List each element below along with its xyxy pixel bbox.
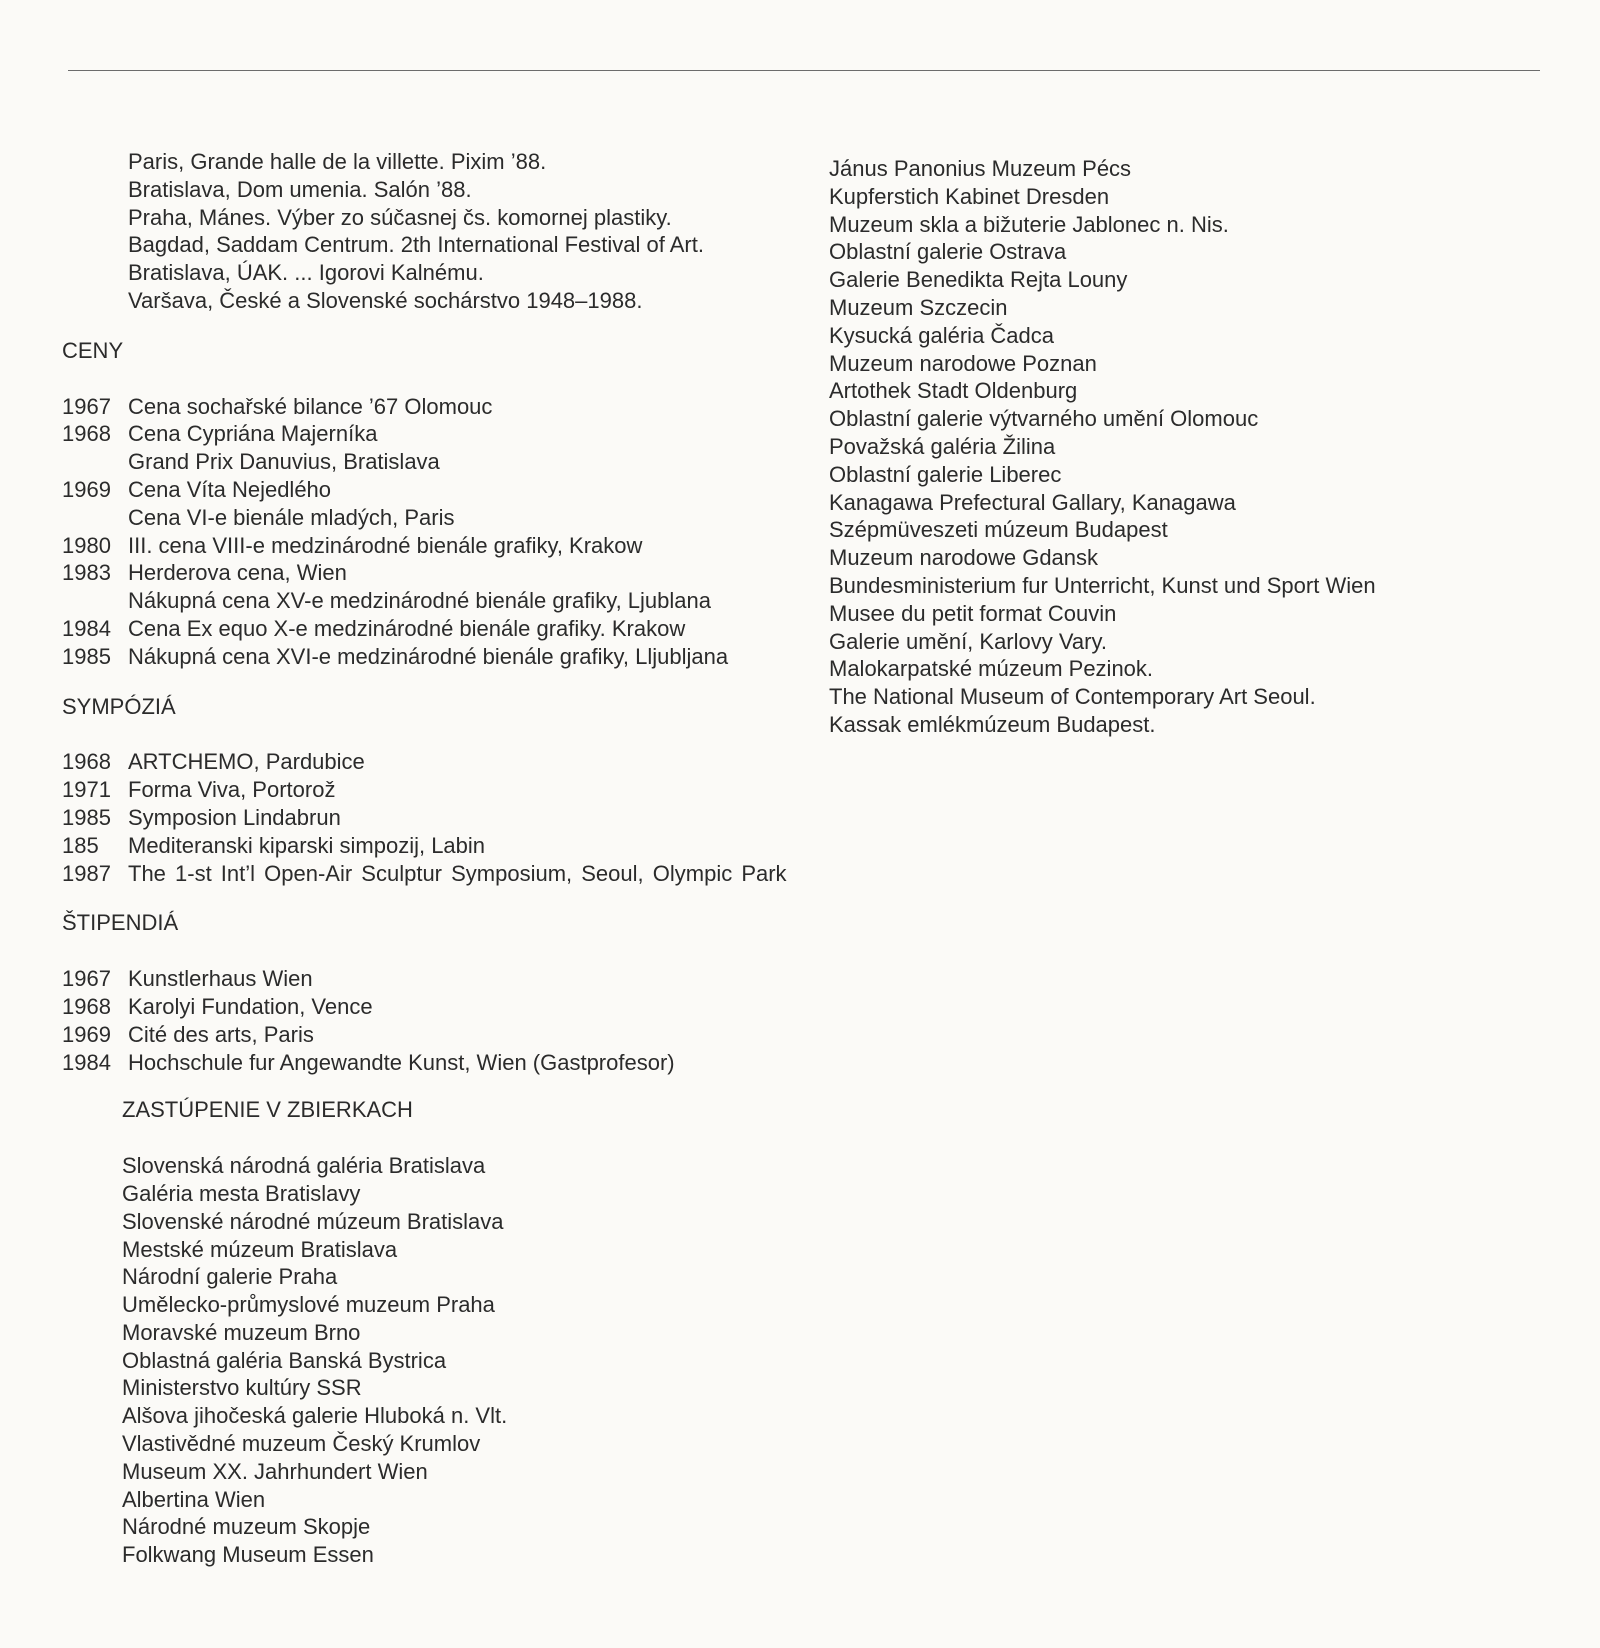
award-entry xyxy=(62,559,802,587)
scholarship-entry xyxy=(62,965,802,993)
collection-item: Kanagawa Prefectural Gallary, Kanagawa xyxy=(829,489,1236,515)
scholarship-year: 1968 xyxy=(62,993,111,1019)
collection-item: Muzeum skla a bižuterie Jablonec n. Nis. xyxy=(829,211,1229,237)
symposium-text: Mediteranski kiparski simpozij, Labin xyxy=(128,832,486,858)
symposium-text: The 1-st Int’l Open-Air Sculptur Symposium, Seoul, Olympic Park xyxy=(128,860,787,886)
collection-item: The National Museum of Contemporary Art Seoul. xyxy=(829,684,1316,710)
collection-item: Muzeum narodowe Gdansk xyxy=(829,545,1099,571)
collection-item: Oblastní galerie Liberec xyxy=(829,461,1062,487)
collection-item: Muzeum narodowe Poznan xyxy=(829,350,1097,376)
scholarship-text: Hochschule fur Angewandte Kunst, Wien (Gastprofesor) xyxy=(128,1049,675,1075)
award-entry xyxy=(62,504,802,532)
collection-item: Musee du petit format Couvin xyxy=(829,600,1117,626)
award-year: 1969 xyxy=(62,476,111,502)
award-entry xyxy=(62,476,802,504)
collection-item: Szépmüveszeti múzeum Budapest xyxy=(829,517,1168,543)
collection-item: Albertina Wien xyxy=(122,1486,266,1512)
award-year: 1984 xyxy=(62,615,111,641)
scholarship-year: 1969 xyxy=(62,1021,111,1047)
scholarship-year: 1984 xyxy=(62,1049,111,1075)
collection-item: Alšova jihočeská galerie Hluboká n. Vlt. xyxy=(122,1403,508,1429)
exhibition-item: Bratislava, ÚAK. ... Igorovi Kalnému. xyxy=(128,260,484,286)
collection-item: Ministerstvo kultúry SSR xyxy=(122,1375,362,1401)
collection-item: Muzeum Szczecin xyxy=(829,294,1008,320)
scholarship-text: Kunstlerhaus Wien xyxy=(128,966,313,992)
scholarship-entry xyxy=(62,1049,802,1077)
symposium-entry xyxy=(62,776,802,804)
award-entry xyxy=(62,587,802,615)
collection-item: Malokarpatské múzeum Pezinok. xyxy=(829,656,1154,682)
symposium-year: 1987 xyxy=(62,860,111,886)
award-text: Cena Cypriána Majerníka xyxy=(128,421,378,447)
symposium-year: 1985 xyxy=(62,804,111,830)
exhibition-item: Paris, Grande halle de la villette. Pixim ’88. xyxy=(128,149,547,174)
collections-heading: ZASTÚPENIE V ZBIERKACH xyxy=(122,1097,413,1123)
collection-item: Folkwang Museum Essen xyxy=(122,1542,374,1568)
exhibition-item: Bagdad, Saddam Centrum. 2th International Festival of Art. xyxy=(128,232,704,258)
top-rule xyxy=(68,70,1540,71)
collection-item: Jánus Panonius Muzeum Pécs xyxy=(829,156,1132,181)
award-entry xyxy=(62,643,802,671)
exhibitions-list xyxy=(62,148,802,315)
collection-item: Vlastivědné muzeum Český Krumlov xyxy=(122,1431,481,1457)
scholarship-entry xyxy=(62,993,802,1021)
award-year xyxy=(62,504,128,532)
collection-item: Kupferstich Kabinet Dresden xyxy=(829,183,1110,209)
award-entry xyxy=(62,615,802,643)
award-text: Cena VI-e bienále mladých, Paris xyxy=(128,504,455,530)
collection-item: Oblastní galerie Ostrava xyxy=(829,239,1067,265)
award-year: 1985 xyxy=(62,643,111,669)
collection-item: Kassak emlékmúzeum Budapest. xyxy=(829,711,1156,737)
collection-item: Galerie umění, Karlovy Vary. xyxy=(829,628,1107,654)
stipendia-heading: ŠTIPENDIÁ xyxy=(62,910,179,936)
collection-item: Slovenské národné múzeum Bratislava xyxy=(122,1208,504,1234)
award-year: 1967 xyxy=(62,393,111,419)
award-entry xyxy=(62,420,802,448)
collections-list-right xyxy=(829,155,1569,739)
scholarship-text: Karolyi Fundation, Vence xyxy=(128,993,373,1019)
collection-item: Oblastná galéria Banská Bystrica xyxy=(122,1347,447,1373)
symposium-text: Forma Viva, Portorož xyxy=(128,777,336,803)
collection-item: Galerie Benedikta Rejta Louny xyxy=(829,267,1128,293)
symposium-year: 185 xyxy=(62,832,99,858)
scholarship-year: 1967 xyxy=(62,966,111,992)
award-text: Herderova cena, Wien xyxy=(128,560,347,586)
collection-item: Moravské muzeum Brno xyxy=(122,1319,361,1345)
exhibition-item: Bratislava, Dom umenia. Salón ’88. xyxy=(128,176,472,202)
exhibition-item: Varšava, České a Slovenské sochárstvo 1948–1988. xyxy=(128,287,643,313)
collection-item: Národní galerie Praha xyxy=(122,1264,338,1290)
collection-item: Museum XX. Jahrhundert Wien xyxy=(122,1458,428,1484)
award-text: Cena sochařské bilance ’67 Olomouc xyxy=(128,393,493,419)
collection-item: Galéria mesta Bratislavy xyxy=(122,1180,361,1206)
symposium-text: ARTCHEMO, Pardubice xyxy=(128,749,365,775)
symposium-entry xyxy=(62,860,802,888)
scholarship-text: Cité des arts, Paris xyxy=(128,1021,314,1047)
collection-item: Národné muzeum Skopje xyxy=(122,1514,371,1540)
symposium-entry xyxy=(62,832,802,860)
symposium-text: Symposion Lindabrun xyxy=(128,804,341,830)
award-entry xyxy=(62,448,802,476)
stipendia-list xyxy=(62,965,802,1076)
collection-item: Slovenská národná galéria Bratislava xyxy=(122,1153,486,1179)
award-year: 1980 xyxy=(62,532,111,558)
collection-item: Artothek Stadt Oldenburg xyxy=(829,378,1078,404)
symposium-year: 1968 xyxy=(62,749,111,775)
award-text: Grand Prix Danuvius, Bratislava xyxy=(128,449,440,475)
ceny-heading: CENY xyxy=(62,337,124,363)
symposium-year: 1971 xyxy=(62,777,111,803)
award-entry xyxy=(62,532,802,560)
sympozia-heading: SYMPÓZIÁ xyxy=(62,693,176,719)
award-text: III. cena VIII-e medzinárodné bienále grafiky, Krakow xyxy=(128,532,643,558)
collection-item: Mestské múzeum Bratislava xyxy=(122,1236,398,1262)
award-year xyxy=(62,448,128,476)
award-text: Nákupná cena XVI-e medzinárodné bienále grafiky, Lljubljana xyxy=(128,643,729,669)
award-text: Cena Víta Nejedlého xyxy=(128,476,332,502)
left-column xyxy=(62,148,802,1569)
award-text: Nákupná cena XV-e medzinárodné bienále grafiky, Ljublana xyxy=(128,588,711,614)
symposium-entry xyxy=(62,748,802,776)
collections-list-left xyxy=(62,1152,802,1569)
award-text: Cena Ex equo X-e medzinárodné bienále grafiky. Krakow xyxy=(128,615,686,641)
award-entry xyxy=(62,393,802,421)
right-column xyxy=(829,155,1569,739)
collection-item: Bundesministerium fur Unterricht, Kunst und Sport Wien xyxy=(829,572,1376,598)
collection-item: Oblastní galerie výtvarného umění Olomouc xyxy=(829,406,1259,432)
collection-item: Kysucká galéria Čadca xyxy=(829,322,1055,348)
collection-item: Umělecko-průmyslové muzeum Praha xyxy=(122,1292,495,1318)
collection-item: Považská galéria Žilina xyxy=(829,433,1056,459)
symposium-entry xyxy=(62,804,802,832)
exhibition-item: Praha, Mánes. Výber zo súčasnej čs. komornej plastiky. xyxy=(128,204,672,230)
award-year: 1983 xyxy=(62,560,111,586)
award-year: 1968 xyxy=(62,421,111,447)
ceny-list xyxy=(62,393,802,671)
award-year xyxy=(62,587,128,615)
sympozia-list xyxy=(62,748,802,887)
scholarship-entry xyxy=(62,1021,802,1049)
